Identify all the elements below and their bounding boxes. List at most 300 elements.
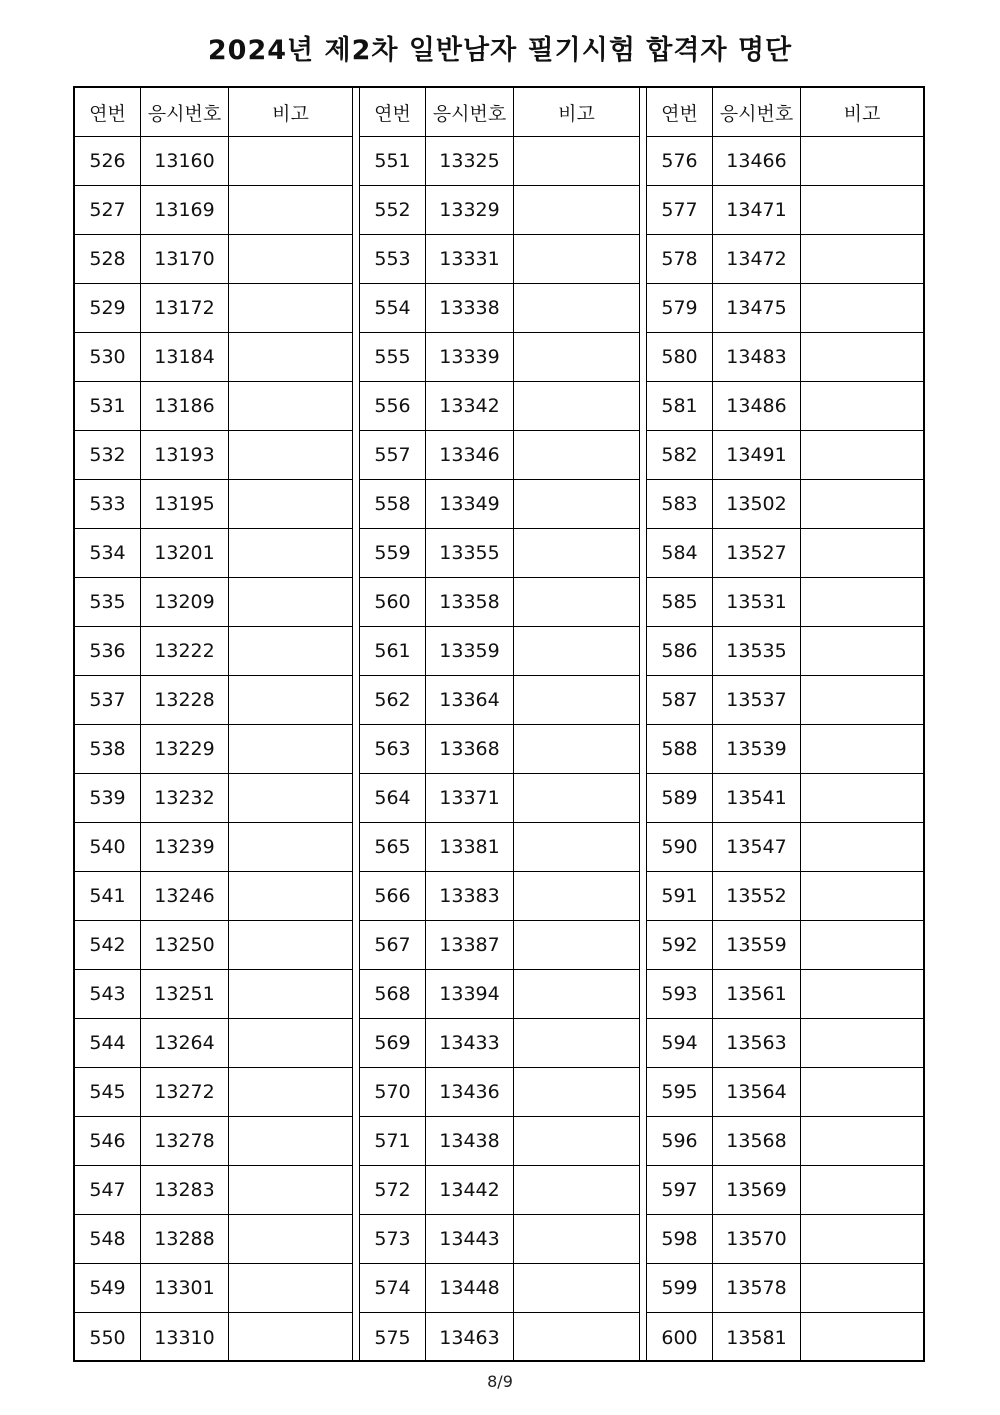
note-cell [514,627,639,675]
table-row [360,284,639,333]
table-row [360,1313,639,1362]
note-cell [229,186,352,234]
note-cell [801,725,923,773]
header-exam-no: 응시번호 [426,88,514,136]
note-cell [229,235,352,283]
exam-no-cell: 13531 [713,578,801,626]
seq-cell: 537 [75,676,141,724]
table-row [360,1215,639,1264]
table-row [647,137,923,186]
seq-cell: 526 [75,137,141,185]
seq-cell: 591 [647,872,713,920]
seq-cell: 568 [360,970,426,1018]
seq-cell: 543 [75,970,141,1018]
note-cell [229,382,352,430]
exam-no-cell: 13442 [426,1166,514,1214]
table-row [75,970,352,1019]
exam-no-cell: 13570 [713,1215,801,1263]
exam-no-cell: 13433 [426,1019,514,1067]
note-cell [514,284,639,332]
exam-no-cell: 13195 [141,480,229,528]
note-cell [229,578,352,626]
table-row [647,284,923,333]
note-cell [229,774,352,822]
note-cell [229,872,352,920]
table-row [360,872,639,921]
exam-no-cell: 13561 [713,970,801,1018]
exam-no-cell: 13463 [426,1313,514,1362]
exam-no-cell: 13563 [713,1019,801,1067]
exam-no-cell: 13339 [426,333,514,381]
exam-no-cell: 13466 [713,137,801,185]
seq-cell: 552 [360,186,426,234]
table-row [360,578,639,627]
note-cell [801,333,923,381]
note-cell [514,1068,639,1116]
seq-cell: 528 [75,235,141,283]
table-row [647,872,923,921]
note-cell [801,1264,923,1312]
table-row [360,186,639,235]
exam-no-cell: 13537 [713,676,801,724]
note-cell [514,1264,639,1312]
seq-cell: 572 [360,1166,426,1214]
table-row [75,333,352,382]
seq-cell: 580 [647,333,713,381]
exam-no-cell: 13364 [426,676,514,724]
table-row [647,1117,923,1166]
table-row [647,921,923,970]
seq-cell: 569 [360,1019,426,1067]
header-note: 비고 [272,102,309,125]
table-row [75,137,352,186]
header-note: 비고 [558,102,595,125]
seq-cell: 530 [75,333,141,381]
table-row [75,872,352,921]
table-row [647,578,923,627]
exam-no-cell: 13552 [713,872,801,920]
table-row [75,1019,352,1068]
seq-cell: 575 [360,1313,426,1362]
note-cell [229,823,352,871]
column-group-1 [75,88,352,1360]
note-cell [514,186,639,234]
table-row [360,725,639,774]
exam-no-cell: 13331 [426,235,514,283]
table-row [360,676,639,725]
table-row [75,1264,352,1313]
table-row [647,774,923,823]
note-cell [801,1215,923,1263]
exam-no-cell: 13394 [426,970,514,1018]
table-row [75,480,352,529]
note-cell [801,1117,923,1165]
seq-cell: 595 [647,1068,713,1116]
table-row [75,725,352,774]
exam-no-cell: 13222 [141,627,229,675]
note-cell [514,137,639,185]
note-cell [514,431,639,479]
seq-cell: 547 [75,1166,141,1214]
exam-no-cell: 13368 [426,725,514,773]
table-row [647,1019,923,1068]
table-row [75,186,352,235]
seq-cell: 599 [647,1264,713,1312]
table-row [647,235,923,284]
table-row [75,1215,352,1264]
exam-no-cell: 13383 [426,872,514,920]
exam-no-cell: 13325 [426,137,514,185]
exam-no-cell: 13578 [713,1264,801,1312]
note-cell [801,627,923,675]
seq-cell: 586 [647,627,713,675]
note-cell [801,382,923,430]
exam-no-cell: 13527 [713,529,801,577]
table-row [75,578,352,627]
exam-no-cell: 13278 [141,1117,229,1165]
table-row [75,382,352,431]
seq-cell: 598 [647,1215,713,1263]
note-cell [514,1215,639,1263]
seq-cell: 548 [75,1215,141,1263]
exam-no-cell: 13169 [141,186,229,234]
seq-cell: 576 [647,137,713,185]
table-row [647,1215,923,1264]
table-row [647,1068,923,1117]
seq-cell: 541 [75,872,141,920]
note-cell [514,578,639,626]
note-cell [801,1313,923,1362]
column-group-2 [360,88,639,1360]
seq-cell: 564 [360,774,426,822]
exam-no-cell: 13229 [141,725,229,773]
note-cell [514,921,639,969]
table-row [75,823,352,872]
exam-no-cell: 13502 [713,480,801,528]
table-row [360,627,639,676]
note-cell [229,1166,352,1214]
seq-cell: 560 [360,578,426,626]
seq-cell: 532 [75,431,141,479]
note-cell [801,1068,923,1116]
exam-no-cell: 13346 [426,431,514,479]
note-cell [801,235,923,283]
table-row [647,1313,923,1362]
seq-cell: 583 [647,480,713,528]
note-cell [229,970,352,1018]
seq-cell: 561 [360,627,426,675]
note-cell [514,333,639,381]
exam-no-cell: 13251 [141,970,229,1018]
note-cell [229,676,352,724]
seq-cell: 593 [647,970,713,1018]
note-cell [229,921,352,969]
exam-no-cell: 13186 [141,382,229,430]
exam-no-cell: 13535 [713,627,801,675]
note-cell [801,676,923,724]
note-cell [514,1313,639,1362]
exam-no-cell: 13160 [141,137,229,185]
exam-no-cell: 13329 [426,186,514,234]
page-number: 8/9 [487,1372,513,1391]
table-row [647,725,923,774]
seq-cell: 578 [647,235,713,283]
seq-cell: 555 [360,333,426,381]
table-row [360,823,639,872]
seq-cell: 565 [360,823,426,871]
seq-cell: 594 [647,1019,713,1067]
note-cell [801,970,923,1018]
header-row [360,88,639,137]
header-exam-no: 응시번호 [141,88,229,136]
table-row [647,627,923,676]
roster-table [73,86,925,1362]
seq-cell: 539 [75,774,141,822]
note-cell [229,431,352,479]
note-cell [801,284,923,332]
exam-no-cell: 13172 [141,284,229,332]
note-cell [229,1313,352,1362]
header-row [75,88,352,137]
seq-cell: 529 [75,284,141,332]
seq-cell: 577 [647,186,713,234]
seq-cell: 550 [75,1313,141,1362]
note-cell [514,1019,639,1067]
exam-no-cell: 13448 [426,1264,514,1312]
note-cell [229,284,352,332]
seq-cell: 556 [360,382,426,430]
seq-cell: 573 [360,1215,426,1263]
note-cell [514,235,639,283]
note-cell [801,186,923,234]
table-row [360,431,639,480]
table-row [360,1264,639,1313]
table-row [647,676,923,725]
seq-cell: 585 [647,578,713,626]
exam-no-cell: 13209 [141,578,229,626]
exam-no-cell: 13387 [426,921,514,969]
note-cell [514,872,639,920]
exam-no-cell: 13283 [141,1166,229,1214]
exam-no-cell: 13250 [141,921,229,969]
note-cell [229,1019,352,1067]
exam-no-cell: 13483 [713,333,801,381]
exam-no-cell: 13246 [141,872,229,920]
exam-no-cell: 13436 [426,1068,514,1116]
table-row [360,774,639,823]
note-cell [514,480,639,528]
table-row [360,1117,639,1166]
seq-cell: 563 [360,725,426,773]
seq-cell: 600 [647,1313,713,1362]
table-row [75,921,352,970]
note-cell [514,970,639,1018]
table-row [647,970,923,1019]
table-row [647,333,923,382]
exam-no-cell: 13301 [141,1264,229,1312]
table-row [75,431,352,480]
note-cell [514,676,639,724]
table-row [75,627,352,676]
exam-no-cell: 13569 [713,1166,801,1214]
seq-cell: 584 [647,529,713,577]
seq-cell: 531 [75,382,141,430]
seq-cell: 596 [647,1117,713,1165]
note-cell [801,578,923,626]
seq-cell: 589 [647,774,713,822]
seq-cell: 538 [75,725,141,773]
exam-no-cell: 13472 [713,235,801,283]
note-cell [514,1117,639,1165]
seq-cell: 549 [75,1264,141,1312]
note-cell [514,774,639,822]
table-row [647,186,923,235]
seq-cell: 527 [75,186,141,234]
header-note: 비고 [843,102,881,125]
seq-cell: 559 [360,529,426,577]
note-cell [514,382,639,430]
table-row [360,1068,639,1117]
exam-no-cell: 13232 [141,774,229,822]
exam-no-cell: 13564 [713,1068,801,1116]
seq-cell: 534 [75,529,141,577]
exam-no-cell: 13193 [141,431,229,479]
seq-cell: 540 [75,823,141,871]
column-divider [352,88,360,1360]
note-cell [229,1068,352,1116]
exam-no-cell: 13355 [426,529,514,577]
page-title: 2024년 제2차 일반남자 필기시험 합격자 명단 [207,35,793,66]
seq-cell: 535 [75,578,141,626]
table-row [647,431,923,480]
seq-cell: 546 [75,1117,141,1165]
note-cell [801,1166,923,1214]
note-cell [229,1117,352,1165]
note-cell [801,480,923,528]
note-cell [229,333,352,381]
table-row [360,529,639,578]
table-row [360,137,639,186]
exam-no-cell: 13568 [713,1117,801,1165]
note-cell [229,627,352,675]
seq-cell: 581 [647,382,713,430]
exam-no-cell: 13475 [713,284,801,332]
seq-cell: 582 [647,431,713,479]
note-cell [801,823,923,871]
exam-no-cell: 13559 [713,921,801,969]
exam-no-cell: 13201 [141,529,229,577]
exam-no-cell: 13547 [713,823,801,871]
table-row [75,1068,352,1117]
seq-cell: 545 [75,1068,141,1116]
column-divider [639,88,647,1360]
table-row [647,1264,923,1313]
seq-cell: 533 [75,480,141,528]
seq-cell: 571 [360,1117,426,1165]
table-row [360,333,639,382]
exam-no-cell: 13338 [426,284,514,332]
header-row [647,88,923,137]
table-row [75,235,352,284]
table-row [75,774,352,823]
exam-no-cell: 13239 [141,823,229,871]
table-row [647,823,923,872]
exam-no-cell: 13443 [426,1215,514,1263]
note-cell [229,1264,352,1312]
seq-cell: 587 [647,676,713,724]
exam-no-cell: 13486 [713,382,801,430]
exam-no-cell: 13184 [141,333,229,381]
note-cell [229,480,352,528]
seq-cell: 574 [360,1264,426,1312]
note-cell [801,774,923,822]
seq-cell: 551 [360,137,426,185]
table-row [75,676,352,725]
note-cell [229,137,352,185]
exam-no-cell: 13228 [141,676,229,724]
exam-no-cell: 13358 [426,578,514,626]
note-cell [229,725,352,773]
table-row [75,1166,352,1215]
note-cell [229,529,352,577]
exam-no-cell: 13381 [426,823,514,871]
seq-cell: 553 [360,235,426,283]
seq-cell: 570 [360,1068,426,1116]
note-cell [514,1166,639,1214]
seq-cell: 588 [647,725,713,773]
exam-no-cell: 13539 [713,725,801,773]
seq-cell: 554 [360,284,426,332]
header-seq: 연번 [360,88,426,136]
seq-cell: 597 [647,1166,713,1214]
table-row [360,382,639,431]
seq-cell: 592 [647,921,713,969]
note-cell [514,725,639,773]
exam-no-cell: 13581 [713,1313,801,1362]
seq-cell: 536 [75,627,141,675]
table-row [360,1166,639,1215]
exam-no-cell: 13310 [141,1313,229,1362]
exam-no-cell: 13170 [141,235,229,283]
table-row [647,382,923,431]
seq-cell: 566 [360,872,426,920]
seq-cell: 557 [360,431,426,479]
exam-no-cell: 13438 [426,1117,514,1165]
table-row [360,1019,639,1068]
seq-cell: 542 [75,921,141,969]
table-row [75,1313,352,1362]
exam-no-cell: 13272 [141,1068,229,1116]
table-row [75,284,352,333]
exam-no-cell: 13349 [426,480,514,528]
table-row [75,1117,352,1166]
table-row [647,480,923,529]
exam-no-cell: 13264 [141,1019,229,1067]
table-row [360,970,639,1019]
note-cell [801,872,923,920]
column-group-3 [647,88,923,1360]
header-seq: 연번 [647,88,713,136]
table-row [360,921,639,970]
exam-no-cell: 13541 [713,774,801,822]
note-cell [229,1215,352,1263]
exam-no-cell: 13359 [426,627,514,675]
note-cell [801,431,923,479]
exam-no-cell: 13471 [713,186,801,234]
note-cell [801,921,923,969]
note-cell [514,529,639,577]
seq-cell: 567 [360,921,426,969]
